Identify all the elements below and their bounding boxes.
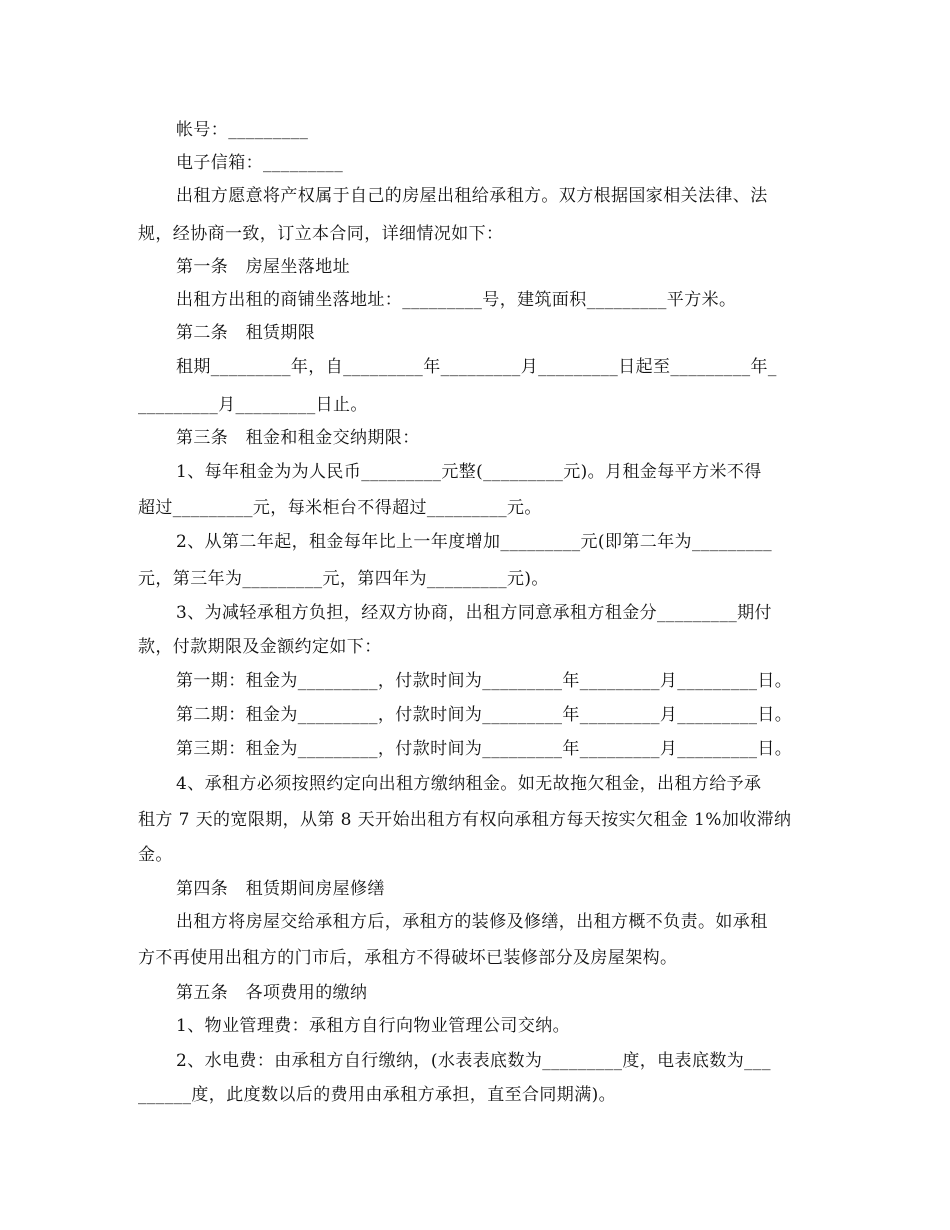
article-heading: 第三条 租金和租金交纳期限： bbox=[176, 428, 420, 448]
intro-paragraph-line: 出租方愿意将产权属于自己的房屋出租给承租方。双方根据国家相关法律、法 bbox=[176, 186, 768, 206]
body-line: 方不再使用出租方的门市后，承租方不得破坏已装修部分及房屋架构。 bbox=[138, 948, 678, 968]
payment-line: 第三期：租金为_________，付款时间为_________年_________月_________日。 bbox=[176, 739, 793, 759]
body-line: 1、物业管理费：承租方自行向物业管理公司交纳。 bbox=[176, 1016, 571, 1036]
body-line: 租方 7 天的宽限期，从第 8 天开始出租方有权向承租方每天按实欠租金 1%加收滞纳 bbox=[138, 810, 792, 830]
article-heading: 第四条 租赁期间房屋修缮 bbox=[176, 879, 385, 899]
email-line: 电子信箱：_________ bbox=[176, 153, 344, 173]
body-line: ______度，此度数以后的费用由承租方承担，直至合同期满)。 bbox=[138, 1085, 617, 1105]
account-line: 帐号：_________ bbox=[176, 120, 309, 140]
body-line: 3、为减轻承租方负担，经双方协商，出租方同意承租方租金分_________期付 bbox=[176, 603, 772, 623]
article-heading: 第五条 各项费用的缴纳 bbox=[176, 983, 368, 1003]
body-line: 出租方将房屋交给承租方后，承租方的装修及修缮，出租方概不负责。如承租 bbox=[176, 912, 768, 932]
body-line: 4、承租方必须按照约定向出租方缴纳租金。如无故拖欠租金，出租方给予承 bbox=[176, 774, 762, 794]
body-line: 元，第三年为_________元，第四年为_________元)。 bbox=[138, 569, 549, 589]
payment-line: 第二期：租金为_________，付款时间为_________年_________月_________日。 bbox=[176, 705, 793, 725]
article-heading: 第二条 租赁期限 bbox=[176, 323, 316, 343]
body-line: 款，付款期限及金额约定如下： bbox=[138, 637, 382, 657]
body-line: 2、从第二年起，租金每年比上一年度增加_________元(即第二年为_________ bbox=[176, 532, 773, 552]
intro-paragraph-line: 规，经协商一致，订立本合同，详细情况如下： bbox=[138, 224, 504, 244]
body-line: 2、水电费：由承租方自行缴纳，(水表表底数为_________度，电表底数为___ bbox=[176, 1051, 771, 1071]
body-line: 超过_________元，每米柜台不得超过_________元。 bbox=[138, 498, 542, 518]
body-line: 租期_________年，自_________年_________月_________日起至_________年_ bbox=[176, 357, 777, 377]
body-line: _________月_________日止。 bbox=[138, 395, 368, 415]
payment-line: 第一期：租金为_________，付款时间为_________年_________月_________日。 bbox=[176, 671, 793, 691]
body-line: 出租方出租的商铺坐落地址：_________号，建筑面积_________平方米。 bbox=[176, 290, 737, 310]
body-line: 1、每年租金为为人民币_________元整(_________元)。月租金每平方米不得 bbox=[176, 462, 762, 482]
body-line: 金。 bbox=[138, 845, 173, 865]
article-heading: 第一条 房屋坐落地址 bbox=[176, 257, 350, 277]
